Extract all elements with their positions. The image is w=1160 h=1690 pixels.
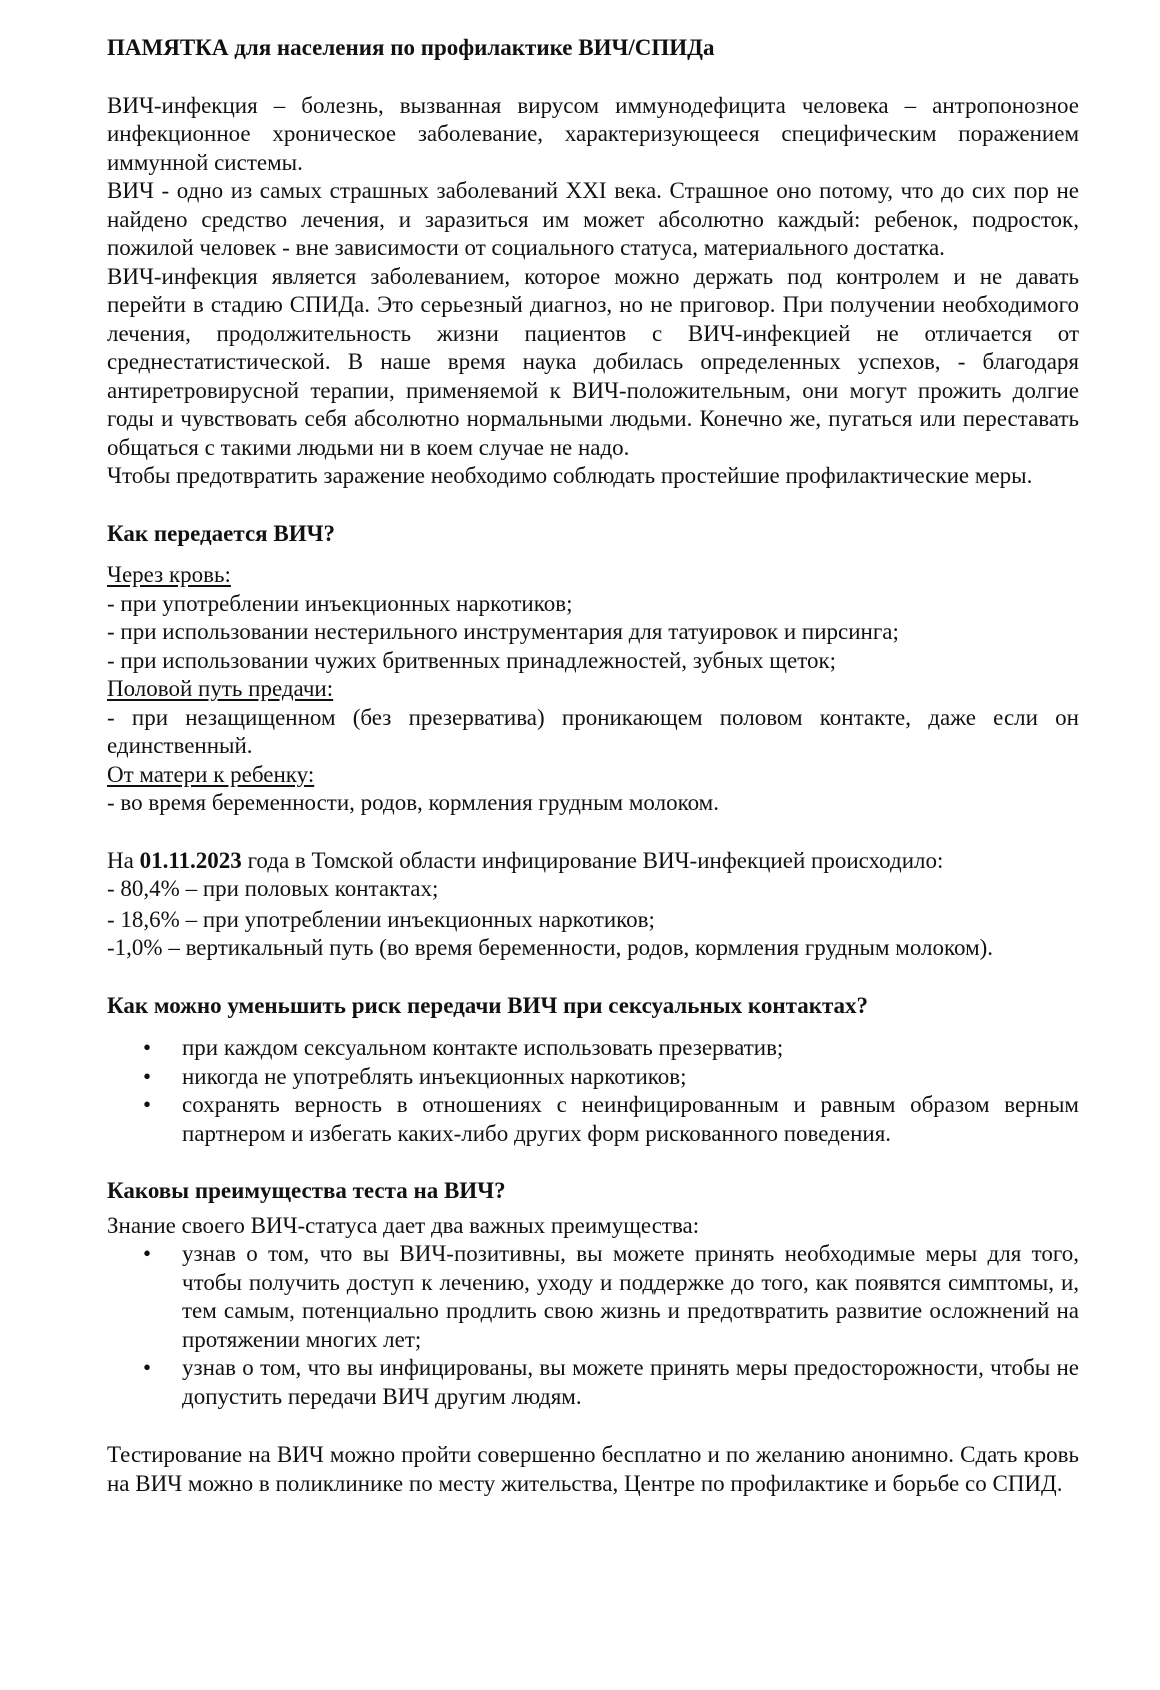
risk-list	[107, 1034, 1079, 1148]
subheading-mother: От матери к ребенку:	[107, 761, 315, 787]
page-title: ПАМЯТКА для населения по профилактике ВИЧ/СПИДа	[107, 35, 715, 60]
stats-item: - 80,4% – при половых контактах;	[107, 876, 439, 901]
closing-paragraph: Тестирование на ВИЧ можно пройти совершенно бесплатно и по желанию анонимно. Сдать кровь на ВИЧ можно в поликлинике по месту жительства, Центре по профилактике и борьбе со СПИД.	[107, 1442, 1079, 1496]
test-list	[107, 1240, 1079, 1411]
list-item: - при употреблении инъекционных наркотиков;	[107, 590, 573, 616]
intro-paragraph: ВИЧ-инфекция является заболеванием, которое можно держать под контролем и не давать перейти в стадию СПИДа. Это серьезный диагноз, но не приговор. При получении необходимого лечения, продолжительность жизни пациентов с ВИЧ-инфекцией не отличается от среднестатистической. В наше время наука добилась определенных успехов, - благодаря антиретровирусной терапии, применяемой к ВИЧ-положительным, они могут прожить долгие годы и чувствовать себя абсолютно нормальными людьми. Конечно же, пугаться или переставать общаться с такими людьми ни в коем случае не надо.	[107, 263, 1079, 460]
stats-date: 01.11.2023	[139, 847, 242, 873]
section-heading-test: Каковы преимущества теста на ВИЧ?	[107, 1178, 506, 1203]
document-page	[107, 22, 1079, 1498]
intro-paragraph: ВИЧ - одно из самых страшных заболеваний XXI века. Страшное оно потому, что до сих пор не найдено средство лечения, и заразиться им может абсолютно каждый: ребенок, подросток, пожилой человек - вне зависимости от социального статуса, материального достатка.	[107, 178, 1079, 260]
intro-paragraph: ВИЧ-инфекция – болезнь, вызванная вирусом иммунодефицита человека – антропонозное инфекционное хроническое заболевание, характеризующееся специфическим поражением иммунной системы.	[107, 92, 1079, 175]
stats-item: - 18,6% – при употреблении инъекционных наркотиков;	[107, 906, 655, 932]
subheading-sexual: Половой путь предачи:	[107, 676, 334, 701]
section-heading-transmission: Как передается ВИЧ?	[107, 520, 335, 546]
list-item: - при незащищенном (без презерватива) проникающем половом контакте, даже если он единственный.	[107, 704, 1079, 758]
list-item: - при использовании чужих бритвенных принадлежностей, зубных щеток;	[107, 647, 837, 673]
bullet-item: • при каждом сексуальном контакте использовать презерватив;	[107, 1034, 1079, 1063]
bullet-item: • узнав о том, что вы инфицированы, вы можете принять меры предосторожности, чтобы не допустить передачи ВИЧ другим людям.	[107, 1354, 1079, 1411]
bullet-item: • узнав о том, что вы ВИЧ-позитивны, вы можете принять необходимые меры для того, чтобы получить доступ к лечению, уходу и поддержке до того, как появятся симптомы, и, тем самым, потенциально продлить свою жизнь и предотвратить развитие осложнений на протяжении многих лет;	[107, 1240, 1079, 1354]
intro-paragraph: Чтобы предотвратить заражение необходимо соблюдать простейшие профилактические меры.	[107, 463, 1033, 488]
list-item: - во время беременности, родов, кормления грудным молоком.	[107, 790, 719, 815]
bullet-item: • сохранять верность в отношениях с неинфицированным и равным образом верным партнером и избегать каких-либо других форм рискованного поведения.	[107, 1091, 1079, 1148]
stats-suffix: года в Томской области инфицирование ВИЧ-инфекцией происходило:	[241, 847, 944, 873]
stats-item: -1,0% – вертикальный путь (во время беременности, родов, кормления грудным молоком).	[107, 935, 994, 960]
stats-lead	[107, 847, 1079, 876]
bullet-item: • никогда не употреблять инъекционных наркотиков;	[107, 1063, 1079, 1092]
subheading-blood: Через кровь:	[107, 562, 231, 587]
list-item: - при использовании нестерильного инструментария для татуировок и пирсинга;	[107, 619, 899, 644]
section-heading-risk: Как можно уменьшить риск передачи ВИЧ при сексуальных контактах?	[107, 992, 869, 1018]
test-lead: Знание своего ВИЧ-статуса дает два важных преимущества:	[107, 1212, 700, 1238]
stats-prefix: На	[107, 847, 140, 873]
